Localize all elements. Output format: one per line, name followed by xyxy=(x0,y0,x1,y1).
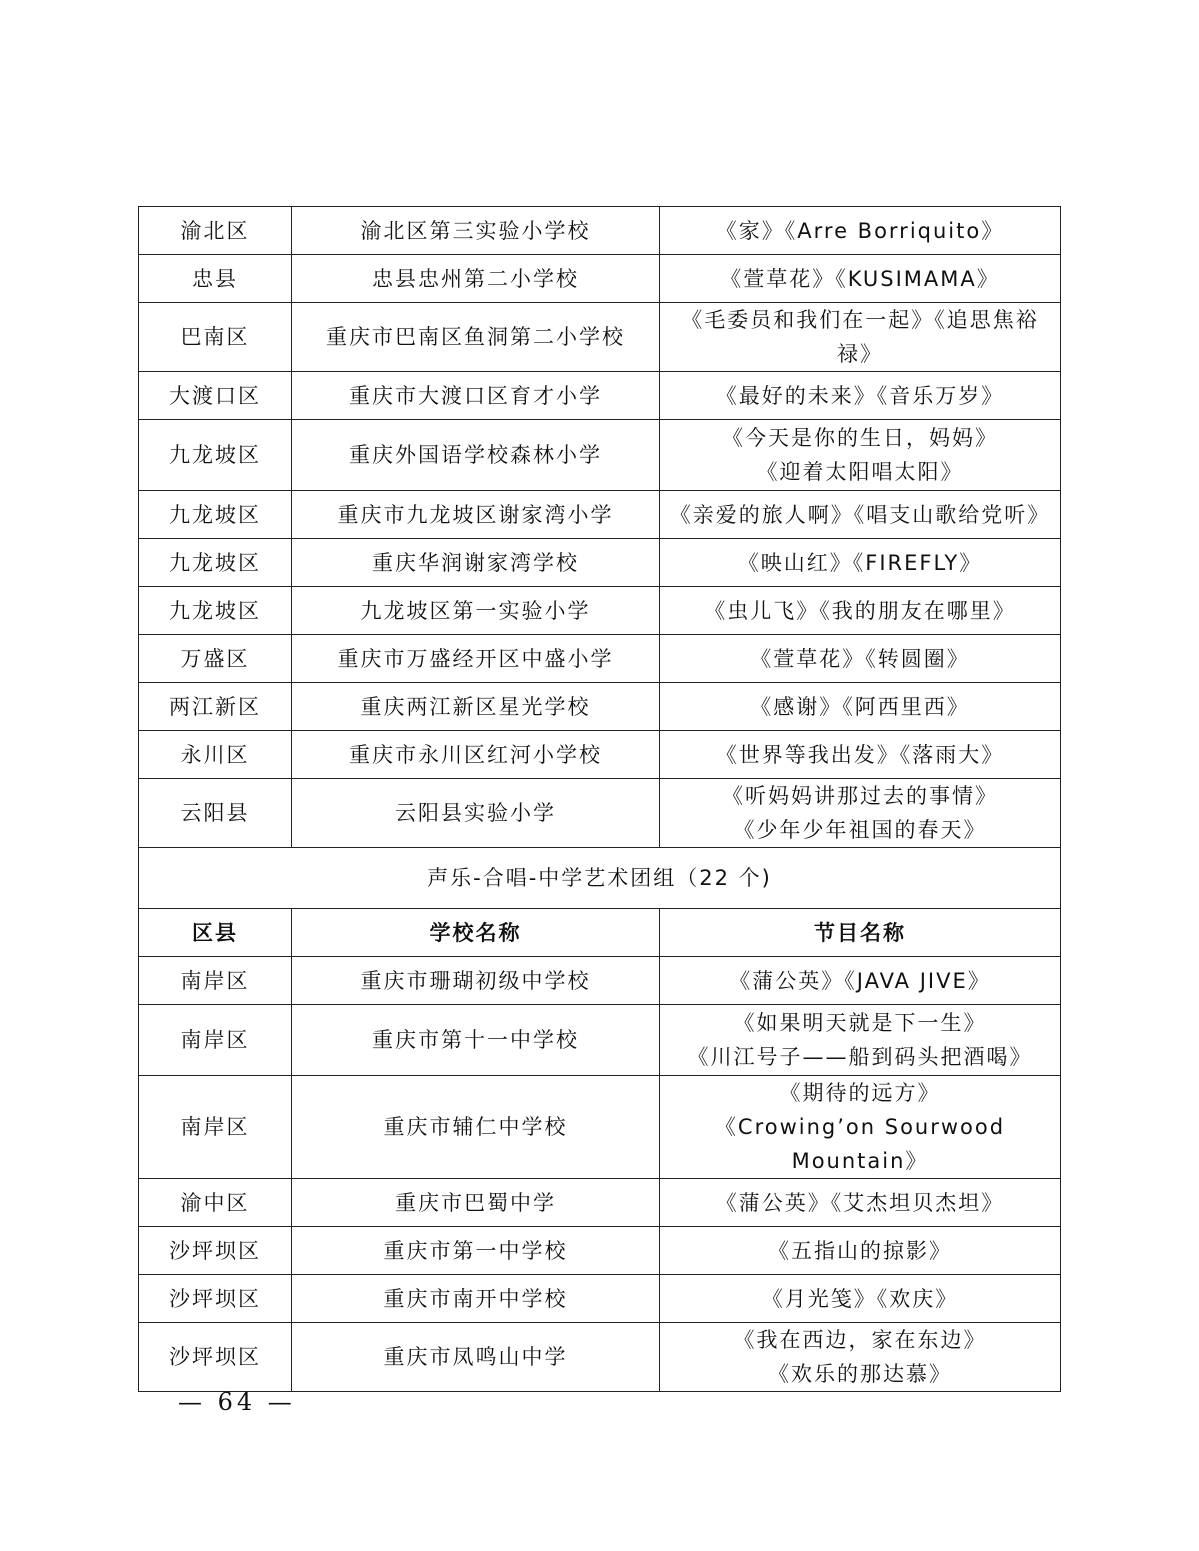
program-title: 《川江号子——船到码头把酒喝》 xyxy=(687,1045,1033,1069)
table-row xyxy=(139,1179,1061,1227)
program-title: 《欢乐的那达慕》 xyxy=(768,1362,952,1386)
program-title: 《毛委员和我们在一起》《追思焦裕禄》 xyxy=(681,308,1039,366)
table-row xyxy=(139,420,1061,491)
table-row xyxy=(139,635,1061,683)
school-cell: 忠县忠州第二小学校 xyxy=(292,255,660,303)
school-cell: 重庆市巴蜀中学 xyxy=(292,1179,660,1227)
district-cell: 沙坪坝区 xyxy=(139,1323,292,1392)
header-district: 区县 xyxy=(139,909,292,957)
table-row xyxy=(139,372,1061,420)
district-cell: 九龙坡区 xyxy=(139,539,292,587)
district-cell: 大渡口区 xyxy=(139,372,292,420)
table-row xyxy=(139,303,1061,372)
program-cell xyxy=(660,1005,1061,1076)
school-cell: 重庆市永川区红河小学校 xyxy=(292,731,660,779)
school-cell: 渝北区第三实验小学校 xyxy=(292,207,660,255)
program-cell xyxy=(660,1227,1061,1275)
page-number: — 64 — xyxy=(178,1388,296,1416)
program-cell xyxy=(660,635,1061,683)
district-cell: 九龙坡区 xyxy=(139,491,292,539)
district-cell: 渝北区 xyxy=(139,207,292,255)
district-cell: 两江新区 xyxy=(139,683,292,731)
school-cell: 重庆市南开中学校 xyxy=(292,1275,660,1323)
table-row xyxy=(139,207,1061,255)
header-school: 学校名称 xyxy=(292,909,660,957)
table-body-primary xyxy=(139,207,1061,848)
program-title: 《Crowing’on Sourwood Mountain》 xyxy=(714,1115,1006,1173)
school-cell: 重庆外国语学校森林小学 xyxy=(292,420,660,491)
school-cell: 重庆市大渡口区育才小学 xyxy=(292,372,660,420)
program-cell xyxy=(660,1076,1061,1179)
program-title: 《听妈妈讲那过去的事情》 xyxy=(722,784,998,808)
program-title: 《家》《Arre Borriquito》 xyxy=(715,218,1005,243)
schools-table xyxy=(138,206,1061,1392)
table-body-section-header xyxy=(139,848,1061,957)
table-row xyxy=(139,683,1061,731)
district-cell: 南岸区 xyxy=(139,957,292,1005)
district-cell: 云阳县 xyxy=(139,779,292,848)
program-title: 《虫儿飞》《我的朋友在哪里》 xyxy=(704,598,1016,623)
district-cell: 沙坪坝区 xyxy=(139,1275,292,1323)
table-row xyxy=(139,1323,1061,1392)
school-cell: 重庆市九龙坡区谢家湾小学 xyxy=(292,491,660,539)
school-cell: 重庆市辅仁中学校 xyxy=(292,1076,660,1179)
table-row xyxy=(139,255,1061,303)
school-cell: 重庆市万盛经开区中盛小学 xyxy=(292,635,660,683)
program-cell xyxy=(660,1323,1061,1392)
district-cell: 九龙坡区 xyxy=(139,587,292,635)
section-title: 声乐-合唱-中学艺术团组（22 个) xyxy=(139,848,1061,909)
program-title: 《少年少年祖国的春天》 xyxy=(733,818,987,842)
school-cell: 重庆市第一中学校 xyxy=(292,1227,660,1275)
school-cell: 重庆市珊瑚初级中学校 xyxy=(292,957,660,1005)
program-title: 《期待的远方》 xyxy=(779,1081,941,1105)
program-cell xyxy=(660,303,1061,372)
program-cell xyxy=(660,491,1061,539)
program-title: 《映山红》《FIREFLY》 xyxy=(737,550,983,575)
district-cell: 渝中区 xyxy=(139,1179,292,1227)
district-cell: 九龙坡区 xyxy=(139,420,292,491)
district-cell: 沙坪坝区 xyxy=(139,1227,292,1275)
school-cell: 九龙坡区第一实验小学 xyxy=(292,587,660,635)
header-program: 节目名称 xyxy=(660,909,1061,957)
program-title: 《我在西边，家在东边》 xyxy=(733,1328,987,1352)
district-cell: 南岸区 xyxy=(139,1076,292,1179)
table-row xyxy=(139,1227,1061,1275)
table-row xyxy=(139,539,1061,587)
table-row xyxy=(139,731,1061,779)
program-title: 《今天是你的生日，妈妈》 xyxy=(722,426,998,450)
table-row xyxy=(139,957,1061,1005)
program-title: 《月光笺》《欢庆》 xyxy=(761,1286,959,1311)
program-title: 《五指山的掠影》 xyxy=(768,1238,952,1263)
program-cell xyxy=(660,255,1061,303)
school-cell: 重庆两江新区星光学校 xyxy=(292,683,660,731)
table-body-middle-school xyxy=(139,957,1061,1392)
program-cell xyxy=(660,207,1061,255)
district-cell: 忠县 xyxy=(139,255,292,303)
district-cell: 巴南区 xyxy=(139,303,292,372)
school-cell: 重庆华润谢家湾学校 xyxy=(292,539,660,587)
school-cell: 重庆市凤鸣山中学 xyxy=(292,1323,660,1392)
district-cell: 南岸区 xyxy=(139,1005,292,1076)
table-row xyxy=(139,779,1061,848)
program-cell xyxy=(660,731,1061,779)
program-cell xyxy=(660,587,1061,635)
program-cell xyxy=(660,957,1061,1005)
program-title: 《萱草花》《转圆圈》 xyxy=(750,646,970,671)
program-title: 《世界等我出发》《落雨大》 xyxy=(715,742,1005,767)
program-cell xyxy=(660,420,1061,491)
school-cell: 云阳县实验小学 xyxy=(292,779,660,848)
district-cell: 万盛区 xyxy=(139,635,292,683)
program-cell xyxy=(660,683,1061,731)
district-cell: 永川区 xyxy=(139,731,292,779)
school-cell: 重庆市第十一中学校 xyxy=(292,1005,660,1076)
program-title: 《最好的未来》《音乐万岁》 xyxy=(715,383,1005,408)
table-row xyxy=(139,491,1061,539)
program-cell xyxy=(660,539,1061,587)
program-title: 《如果明天就是下一生》 xyxy=(733,1011,987,1035)
program-title: 《亲爱的旅人啊》《唱支山歌给党听》 xyxy=(669,502,1051,527)
program-cell xyxy=(660,1179,1061,1227)
table-row xyxy=(139,587,1061,635)
table-row xyxy=(139,1005,1061,1076)
program-title: 《萱草花》《KUSIMAMA》 xyxy=(720,266,1000,291)
school-cell: 重庆市巴南区鱼洞第二小学校 xyxy=(292,303,660,372)
program-title: 《迎着太阳唱太阳》 xyxy=(756,460,964,484)
program-cell xyxy=(660,372,1061,420)
program-title: 《感谢》《阿西里西》 xyxy=(750,694,970,719)
table-row xyxy=(139,1275,1061,1323)
program-title: 《蒲公英》《艾杰坦贝杰坦》 xyxy=(715,1190,1005,1215)
program-cell xyxy=(660,779,1061,848)
program-cell xyxy=(660,1275,1061,1323)
program-title: 《蒲公英》《JAVA JIVE》 xyxy=(729,968,991,993)
table-row xyxy=(139,1076,1061,1179)
